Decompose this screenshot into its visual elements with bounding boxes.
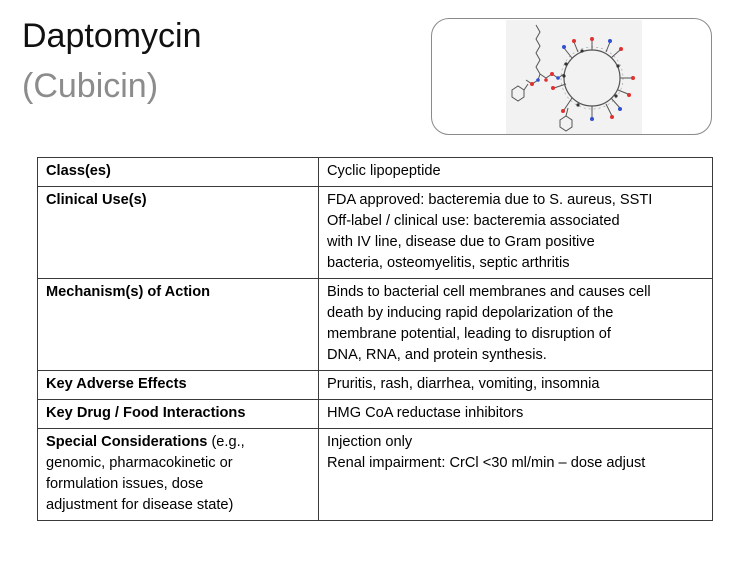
row-label: Class(es): [38, 158, 319, 187]
page-title: Daptomycin: [22, 17, 202, 55]
row-label: Mechanism(s) of Action: [38, 279, 319, 371]
table-row: [38, 279, 713, 371]
row-label: Key Adverse Effects: [38, 371, 319, 400]
row-value: Pruritis, rash, diarrhea, vomiting, insomnia: [319, 371, 713, 400]
table-row: [38, 158, 713, 187]
drug-info-table: [37, 157, 713, 521]
table-row: [38, 429, 713, 521]
row-label-bold: Special Considerations: [46, 434, 208, 450]
row-value: FDA approved: bacteremia due to S. aureus, SSTI Off-label / clinical use: bacteremia associated with IV line, disease due to Gram positive bacteria, osteomyelitis, septic arthritis: [319, 187, 713, 279]
row-label: Key Drug / Food Interactions: [38, 400, 319, 429]
row-value: Injection only Renal impairment: CrCl <30 ml/min – dose adjust: [319, 429, 713, 521]
row-value: Binds to bacterial cell membranes and causes cell death by inducing rapid depolarization of the membrane potential, leading to disruption of DNA, RNA, and protein synthesis.: [319, 279, 713, 371]
table-row: [38, 400, 713, 429]
daptomycin-structure-icon: [506, 20, 642, 135]
row-label-suffix: (e.g.,: [207, 434, 245, 450]
row-value: Cyclic lipopeptide: [319, 158, 713, 187]
structure-image-frame: [431, 18, 712, 135]
table-row: [38, 371, 713, 400]
row-label: Clinical Use(s): [38, 187, 319, 279]
row-value: HMG CoA reductase inhibitors: [319, 400, 713, 429]
table-row: [38, 187, 713, 279]
page-subtitle: (Cubicin): [22, 67, 159, 105]
row-label: Special Considerations (e.g., genomic, pharmacokinetic or formulation issues, dose adjustment for disease state): [38, 429, 319, 521]
